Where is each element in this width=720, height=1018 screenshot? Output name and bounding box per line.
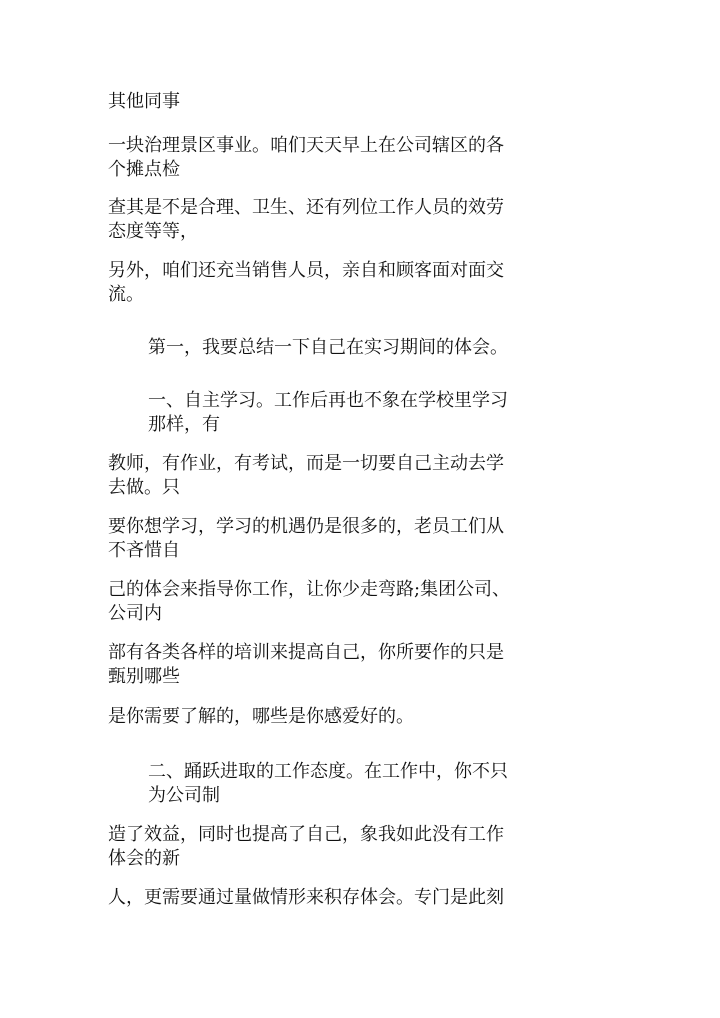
paragraph [148, 389, 528, 437]
text-line: 去做。只 [108, 477, 180, 498]
paragraph [108, 886, 528, 910]
text-line: 查其是不是合理、卫生、还有列位工作人员的效劳 [108, 197, 504, 218]
text-line: 第一，我要总结一下自己在实习期间的体会。 [148, 337, 508, 358]
text-line: 其他同事 [108, 91, 180, 112]
text-line: 那样，有 [148, 414, 220, 435]
paragraph [108, 823, 528, 871]
text-line: 公司内 [108, 603, 162, 624]
text-line: 体会的新 [108, 848, 180, 869]
paragraph [108, 259, 528, 307]
text-line: 另外，咱们还充当销售人员，亲自和顾客面对面交 [108, 260, 504, 281]
paragraph [108, 134, 528, 182]
text-line: 己的体会来指导你工作，让你少走弯路;集团公司、 [108, 579, 511, 600]
text-line: 流。 [108, 284, 144, 305]
paragraph [108, 452, 528, 500]
text-line: 个摊点检 [108, 159, 180, 180]
paragraph [108, 641, 528, 689]
text-line: 造了效益，同时也提高了自己，象我如此没有工作 [108, 824, 504, 845]
text-line: 甄别哪些 [108, 666, 180, 687]
paragraph [148, 760, 528, 808]
text-line: 部有各类各样的培训来提高自己，你所要作的只是 [108, 642, 504, 663]
text-line: 人，更需要通过量做情形来积存体会。专门是此刻 [108, 887, 504, 908]
text-line: 一块治理景区事业。咱们天天早上在公司辖区的各 [108, 135, 504, 156]
text-line: 要你想学习，学习的机遇仍是很多的，老员工们从 [108, 516, 504, 537]
text-line: 态度等等， [108, 221, 198, 242]
text-line: 一、自主学习。工作后再也不象在学校里学习 [148, 390, 508, 411]
paragraph [148, 336, 528, 360]
text-line: 为公司制 [148, 785, 220, 806]
paragraph [108, 196, 528, 244]
paragraph [108, 705, 528, 729]
paragraph [108, 578, 528, 626]
text-line: 是你需要了解的，哪些是你感爱好的。 [108, 706, 414, 727]
text-line: 教师，有作业，有考试，而是一切要自己主动去学 [108, 453, 504, 474]
paragraph [108, 515, 528, 563]
text-line: 二、踊跃进取的工作态度。在工作中，你不只 [148, 761, 508, 782]
paragraph [108, 90, 528, 114]
text-line: 不吝惜自 [108, 540, 180, 561]
